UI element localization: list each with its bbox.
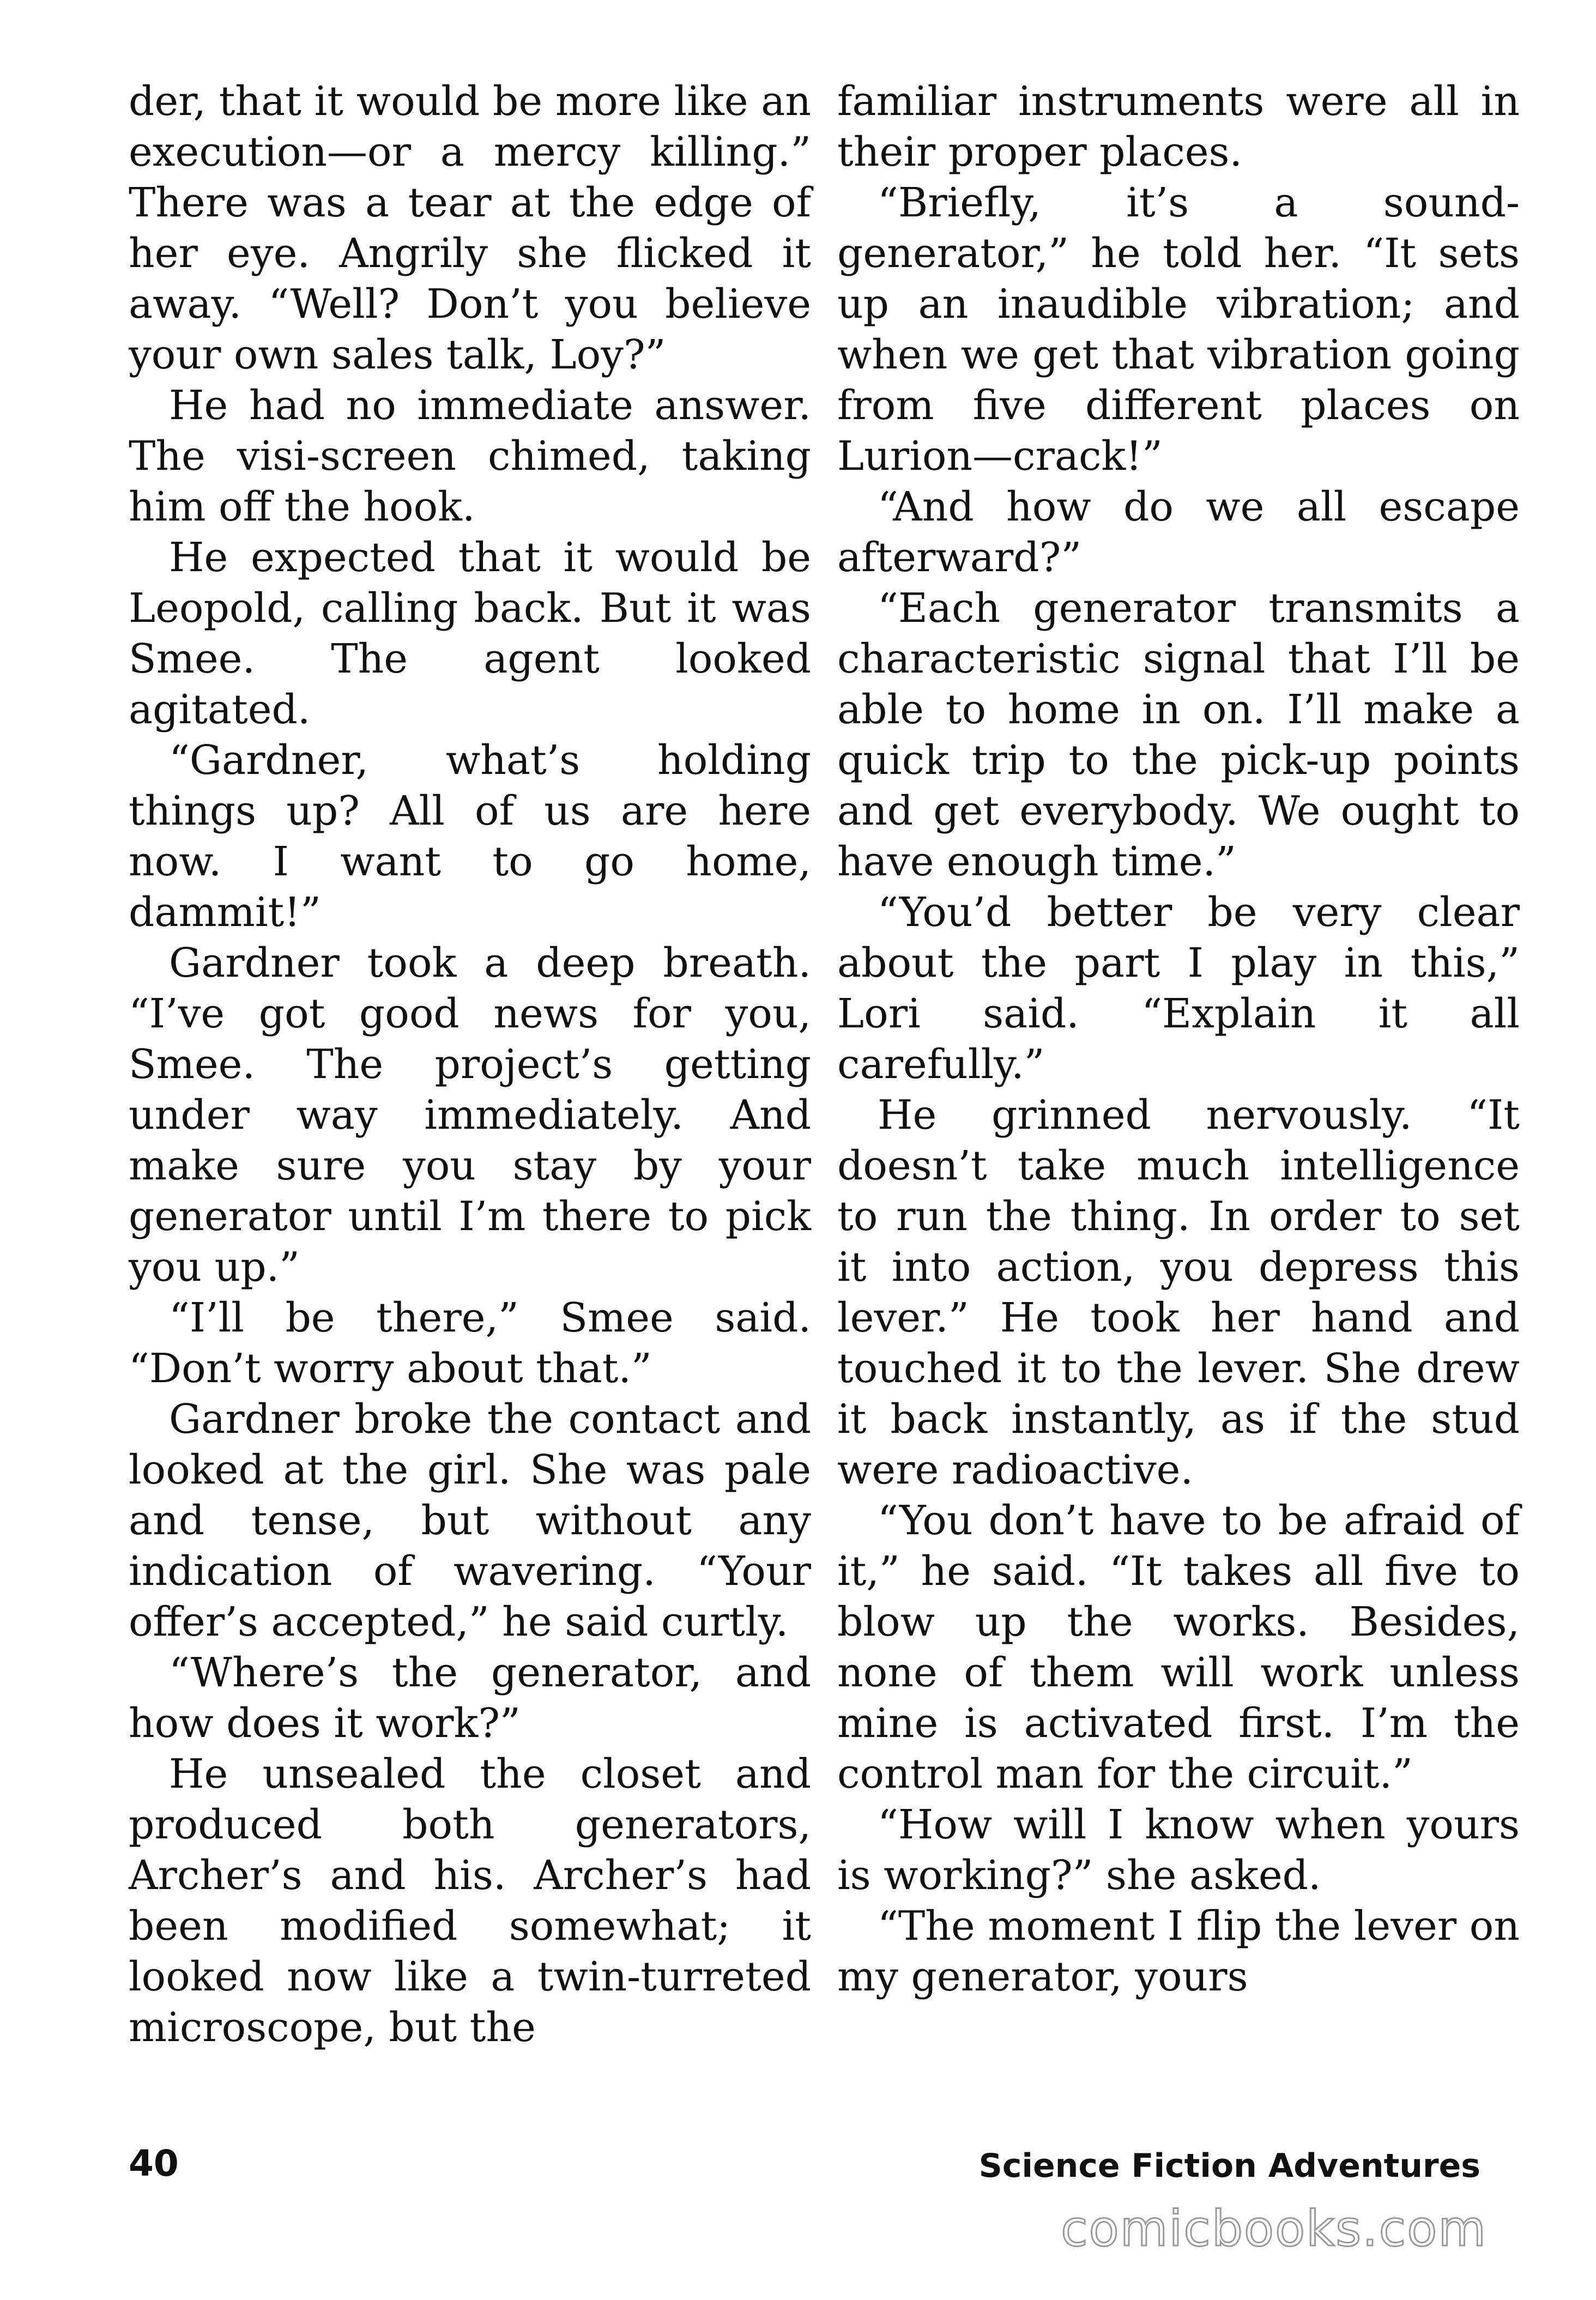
paragraph: He grinned nervously. “It doesn’t take much intelligence to run the thing. In order to set it into action, you depress this lever.” He took her hand and touched it to the lever. She drew it back instantly, as if the stud were radioactive.: [837, 1092, 1520, 1493]
paragraph: “The moment I flip the lever on my generator, yours: [837, 1903, 1520, 2000]
paragraph: “Briefly, it’s a sound-generator,” he told her. “It sets up an inaudible vibration; and when we get that vibration going from five different places on Lurion—crack!”: [837, 179, 1520, 480]
paragraph: “You don’t have to be afraid of it,” he said. “It takes all five to blow up the works. Besides, none of them will work unless mine is activated first. I’m the control man for the circuit.”: [837, 1497, 1520, 1797]
paragraph: “Gardner, what’s holding things up? All of us are here now. I want to go home, dammit!”: [129, 737, 811, 936]
paragraph: der, that it would be more like an execution—or a mercy killing.” There was a tear at the edge of her eye. Angrily she flicked it away. “Well? Don’t you believe your own sales talk, Loy?”: [129, 78, 811, 378]
left-text-column: [129, 76, 811, 2053]
site-watermark: comicbooks.com: [1061, 2200, 1487, 2257]
publication-title: Science Fiction Adventures: [978, 2147, 1480, 2185]
paragraph: familiar instruments were all in their proper places.: [837, 78, 1520, 175]
paragraph: He expected that it would be Leopold, calling back. But it was Smee. The agent looked agitated.: [129, 534, 811, 733]
paragraph: “And how do we all escape afterward?”: [837, 483, 1520, 581]
right-text-column: [837, 76, 1520, 2002]
page-number: 40: [129, 2142, 179, 2184]
paragraph: “Where’s the generator, and how does it work?”: [129, 1649, 811, 1747]
paragraph: “I’ll be there,” Smee said. “Don’t worry about that.”: [129, 1294, 811, 1392]
paragraph: He had no immediate answer. The visi-screen chimed, taking him off the hook.: [129, 382, 811, 530]
paragraph: “Each generator transmits a characteristic signal that I’ll be able to home in on. I’ll make a quick trip to the pick-up points and get everybody. We ought to have enough time.”: [837, 585, 1520, 885]
paragraph: “How will I know when yours is working?” she asked.: [837, 1801, 1520, 1899]
paragraph: Gardner took a deep breath. “I’ve got good news for you, Smee. The project’s getting under way immediately. And make sure you stay by your generator until I’m there to pick you up.”: [129, 940, 811, 1291]
paragraph: Gardner broke the contact and looked at the girl. She was pale and tense, but without any indication of wavering. “Your offer’s accepted,” he said curtly.: [129, 1396, 811, 1645]
paragraph: He unsealed the closet and produced both generators, Archer’s and his. Archer’s had been modified somewhat; it looked now like a twin-turreted microscope, but the: [129, 1751, 811, 2051]
paragraph: “You’d better be very clear about the part I play in this,” Lori said. “Explain it all carefully.”: [837, 889, 1520, 1088]
